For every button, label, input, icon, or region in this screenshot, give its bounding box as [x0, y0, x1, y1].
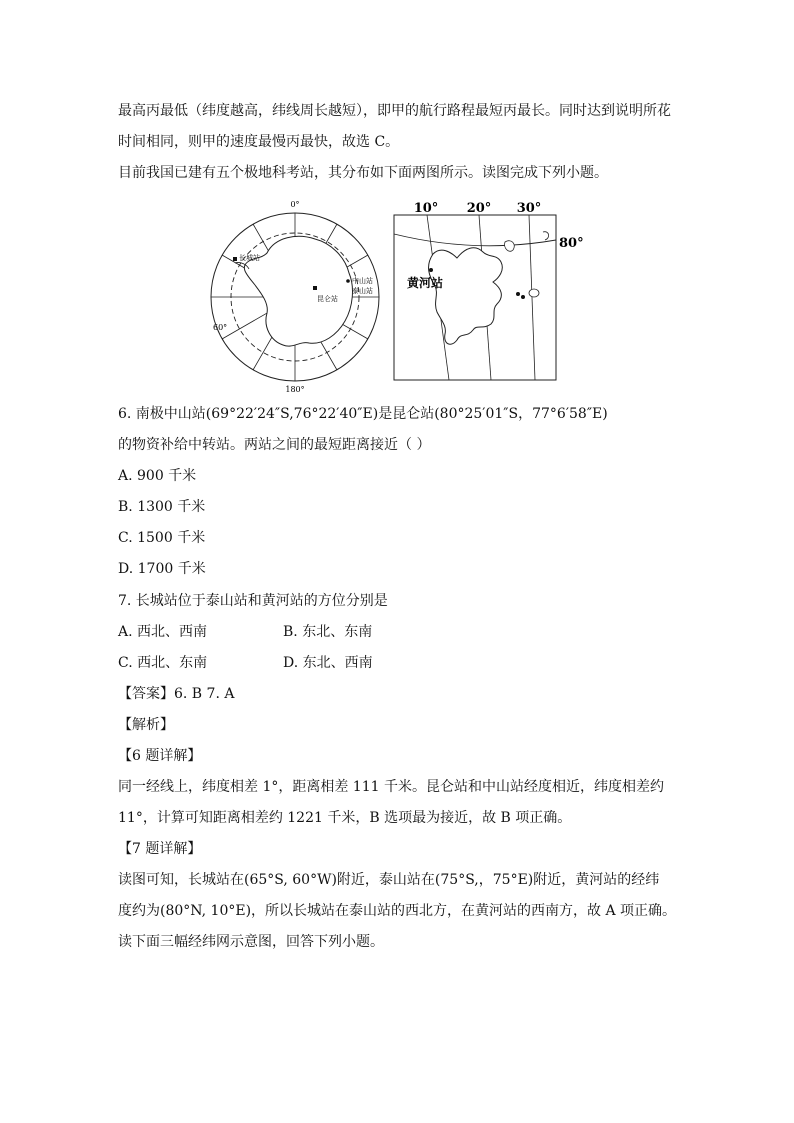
label-20-degree: 20° [466, 201, 492, 216]
answer-line: 【答案】6. B 7. A [118, 686, 235, 702]
label-30-degree: 30° [516, 201, 542, 216]
option-a: A. 900 千米 [118, 468, 197, 484]
antarctic-station-map [205, 195, 387, 395]
label-10-degree: 10° [413, 201, 439, 216]
option-c: C. 西北、东南 [118, 655, 208, 671]
q6-detail-text: 同一经线上，纬度相差 1°，距离相差 111 千米。昆仑站和中山站经度相近，纬度相差约 [118, 779, 664, 795]
label-0-degree: 0° [290, 200, 300, 209]
next-section-intro: 读下面三幅经纬网示意图，回答下列小题。 [118, 934, 384, 950]
paragraph-line: 最高丙最低（纬度越高，纬线周长越短），即甲的航行路程最短丙最长。同时达到说明所花 [118, 103, 671, 119]
zhongshan-marker [346, 279, 350, 283]
svalbard-outline [429, 248, 503, 345]
q7-detail-text: 读图可知，长城站在(65°S, 60°W)附近，泰山站在(75°S,，75°E)附近，黄河站的经纬 [118, 872, 660, 888]
label-kunlun: 昆仑站 [317, 295, 338, 303]
arctic-station-map [393, 196, 593, 382]
paragraph-line: 时间相同，则甲的速度最慢丙最快，故选 C。 [118, 134, 400, 150]
label-taishan: 泰山站 [352, 287, 373, 295]
label-80-degree: 80° [559, 236, 584, 251]
q7-detail-text-cont: 度约为(80°N, 10°E)，所以长城站在泰山站的西北方，在黄河站的西南方，故 A 项正确。 [118, 903, 677, 919]
option-c: C. 1500 千米 [118, 530, 206, 546]
label-huanghe: 黄河站 [407, 276, 444, 290]
question-7-stem: 7. 长城站位于泰山站和黄河站的方位分别是 [118, 593, 388, 609]
q6-detail-heading: 【6 题详解】 [118, 748, 202, 764]
option-d: D. 1700 千米 [118, 561, 206, 577]
antarctica-outline [244, 236, 352, 346]
label-changcheng: 长城站 [239, 254, 260, 262]
option-a: A. 西北、西南 [118, 624, 208, 640]
label-zhongshan: 中山站 [352, 277, 373, 285]
option-d: D. 东北、西南 [283, 655, 373, 671]
option-b: B. 东北、东南 [283, 624, 373, 640]
label-60-degree: 60° [213, 323, 228, 332]
intro-paragraph: 目前我国已建有五个极地科考站，其分布如下面两图所示。读图完成下列小题。 [118, 165, 608, 181]
option-b: B. 1300 千米 [118, 499, 206, 515]
analysis-heading: 【解析】 [118, 717, 174, 733]
label-180-degree: 180° [285, 385, 305, 394]
question-6-stem-cont: 的物资补给中转站。两站之间的最短距离接近（ ） [118, 437, 431, 453]
changcheng-marker [233, 257, 237, 261]
taishan-marker [313, 286, 317, 290]
q7-detail-heading: 【7 题详解】 [118, 841, 202, 857]
q6-detail-text-cont: 11°，计算可知距离相差约 1221 千米，B 选项最为接近，故 B 项正确。 [118, 810, 572, 826]
huanghe-marker [429, 268, 433, 272]
question-6-stem: 6. 南极中山站(69°22′24″S,76°22′40″E)是昆仑站(80°25′01″S，77°6′58″E) [118, 406, 608, 422]
